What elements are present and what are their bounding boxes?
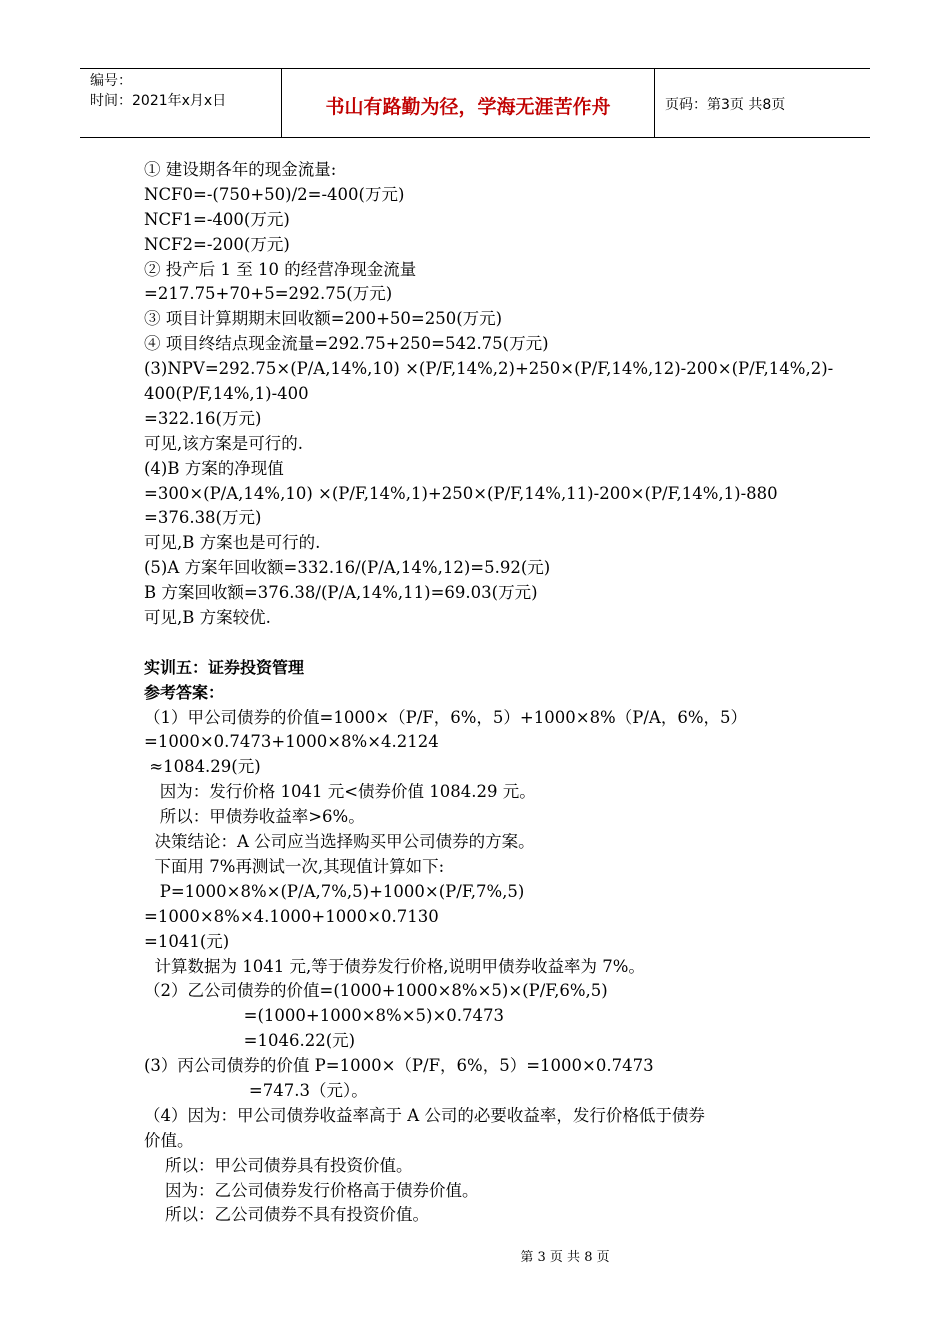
text-line: ≈1084.29(元) (144, 757, 261, 777)
text-line: =747.3（元）。 (144, 1080, 368, 1100)
text-line: 所以：乙公司债券不具有投资价值。 (144, 1205, 429, 1225)
text-line: =322.16(万元) (144, 408, 262, 428)
text-line: B 方案回收额=376.38/(P/A,14%,11)=69.03(万元) (144, 583, 538, 603)
text-line: NCF1=-400(万元) (144, 209, 290, 229)
footer-page-number: 第 3 页 共 8 页 (520, 1250, 610, 1265)
text-line: 所以：甲债券收益率>6%。 (144, 807, 365, 827)
text-line: (4)B 方案的净现值 (144, 458, 284, 478)
text-line: =1046.22(元) (144, 1031, 356, 1051)
section-heading: 实训五：证券投资管理 (144, 657, 305, 677)
text-line: 下面用 7%再测试一次,其现值计算如下: (144, 856, 445, 876)
text-line (144, 631, 804, 656)
text-line: (3）丙公司债券的价值 P=1000×（P/F，6%，5）=1000×0.7473 (144, 1056, 654, 1076)
date-label: 时间：2021年x月x日 (90, 93, 227, 109)
document-body (144, 158, 834, 1228)
text-line: 400(P/F,14%,1)-400 (144, 384, 309, 404)
page-label: 页码：第3页 共8页 (665, 97, 786, 113)
text-line: NCF0=-(750+50)/2=-400(万元) (144, 184, 405, 204)
text-line: =(1000+1000×8%×5)×0.7473 (144, 1006, 505, 1026)
text-line: P=1000×8%×(P/A,7%,5)+1000×(P/F,7%,5) (144, 881, 525, 901)
motto-text: 书山有路勤为径，学海无涯苦作舟 (325, 95, 611, 118)
text-line: 计算数据为 1041 元,等于债券发行价格,说明甲债券收益率为 7%。 (144, 956, 645, 976)
text-line: （1）甲公司债券的价值=1000×（P/F，6%，5）+1000×8%（P/A，6%，5） (144, 707, 747, 727)
text-line: 可见,B 方案也是可行的. (144, 533, 321, 553)
header-right-cell (655, 69, 870, 137)
page-footer (0, 1246, 950, 1265)
text-line: 因为：乙公司债券发行价格高于债券价值。 (144, 1180, 479, 1200)
text-line: 因为：发行价格 1041 元<债券价值 1084.29 元。 (144, 782, 536, 802)
text-line: （2）乙公司债券的价值=(1000+1000×8%×5)×(P/F,6%,5) (144, 981, 608, 1001)
text-line: NCF2=-200(万元) (144, 234, 290, 254)
text-line: 可见,B 方案较优. (144, 608, 271, 628)
text-line: =376.38(万元) (144, 508, 262, 528)
header-table (80, 68, 870, 138)
text-line: (5)A 方案年回收额=332.16/(P/A,14%,12)=5.92(元) (144, 558, 551, 578)
header-motto-cell (282, 69, 655, 137)
text-line: 可见,该方案是可行的. (144, 433, 303, 453)
text-line: 价值。 (144, 1130, 194, 1150)
text-line: （4）因为：甲公司债券收益率高于 A 公司的必要收益率，发行价格低于债券 (144, 1105, 705, 1125)
text-line: 所以：甲公司债券具有投资价值。 (144, 1155, 413, 1175)
text-line: =300×(P/A,14%,10) ×(P/F,14%,1)+250×(P/F,14%,11)-200×(P/F,14%,1)-880 (144, 483, 778, 503)
text-line: ③ 项目计算期期末回收额=200+50=250(万元) (144, 309, 503, 329)
text-line: =1000×0.7473+1000×8%×4.2124 (144, 732, 439, 752)
text-line: ④ 项目终结点现金流量=292.75+250=542.75(万元) (144, 334, 549, 354)
section-heading: 参考答案： (144, 682, 225, 702)
text-line: ① 建设期各年的现金流量: (144, 160, 337, 179)
text-line: (3)NPV=292.75×(P/A,14%,10) ×(P/F,14%,2)+250×(P/F,14%,12)-200×(P/F,14%,2)- (144, 359, 834, 379)
text-line: =217.75+70+5=292.75(万元) (144, 284, 393, 304)
text-line: ② 投产后 1 至 10 的经营净现金流量 (144, 259, 417, 279)
text-line: =1041(元) (144, 931, 230, 951)
text-line: 决策结论：A 公司应当选择购买甲公司债券的方案。 (144, 832, 535, 852)
header-left-cell (80, 69, 282, 137)
text-line: =1000×8%×4.1000+1000×0.7130 (144, 906, 439, 926)
number-label: 编号： (90, 73, 132, 89)
